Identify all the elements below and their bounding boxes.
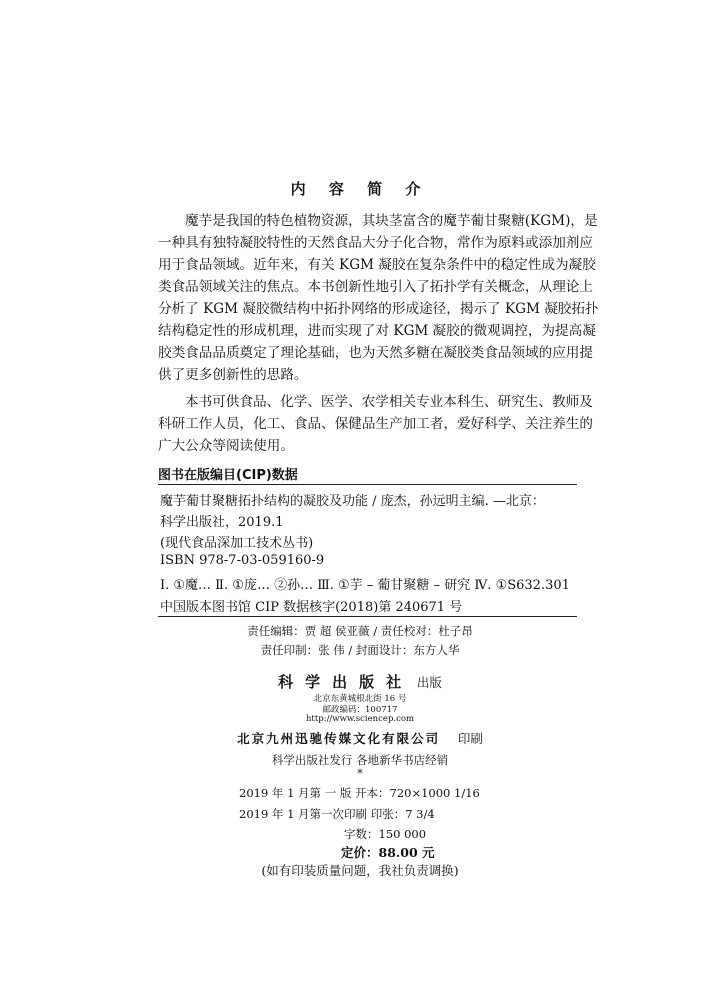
summary-line: 分析了 KGM 凝胶微结构中拓扑网络的形成途径，揭示了 KGM 凝胶拓扑	[158, 301, 599, 317]
cip-line: Ⅰ. ①魔… Ⅱ. ①庞… ②孙… Ⅲ. ①芋 – 葡甘聚糖 – 研究 Ⅳ. ①S632.301	[160, 578, 570, 593]
summary-line: 类食品领域关注的焦点。本书创新性地引入了拓扑学有关概念，从理论上	[158, 279, 593, 295]
page-title: 内 容 简 介	[290, 180, 430, 198]
edition-line: 2019 年 1 月第 一 版 开本：720×1000 1/16	[239, 786, 480, 800]
printer-logo: 北京九州迅驰传媒文化有限公司	[237, 731, 441, 746]
credits-editors: 责任编辑：贾 超 侯亚薇 / 责任校对：杜子昂	[247, 624, 473, 638]
publisher-address: 北京东黄城根北街 16 号	[313, 694, 407, 704]
publisher-postcode: 邮政编码：100717	[322, 705, 398, 715]
quality-note: (如有印装质量问题，我社负责调换)	[261, 863, 459, 878]
summary-line: 用于食品领域。近年来，有关 KGM 凝胶在复杂条件中的稳定性成为凝胶	[158, 257, 596, 273]
separator-star: *	[357, 766, 363, 780]
publisher-logo: 科学出版社	[278, 673, 414, 691]
cip-line: 科学出版社，2019.1	[160, 515, 284, 530]
cip-line: 中国版本图书馆 CIP 数据核字(2018)第 240671 号	[160, 600, 463, 615]
price: 定价：88.00 元	[341, 845, 435, 860]
publisher-line	[0, 671, 720, 692]
publisher-suffix: 出版	[416, 675, 442, 690]
summary-line: 广大公众等阅读使用。	[158, 438, 294, 454]
cip-line: 魔芋葡甘聚糖拓扑结构的凝胶及功能 / 庞杰，孙远明主编. —北京：	[160, 494, 545, 509]
cip-line: (现代食品深加工技术丛书)	[160, 536, 314, 551]
summary-line: 本书可供食品、化学、医学、农学相关专业本科生、研究生、教师及	[185, 394, 593, 410]
cip-bottom-rule	[158, 616, 577, 617]
cip-heading: 图书在版编目(CIP)数据	[158, 468, 298, 483]
summary-line: 胶类食品品质奠定了理论基础，也为天然多糖在凝胶类食品领域的应用提	[158, 345, 593, 361]
distribution-line: 科学出版社发行 各地新华书店经销	[271, 753, 449, 767]
summary-line: 一种具有独特凝胶特性的天然食品大分子化合物，常作为原料或添加剂应	[158, 235, 593, 251]
summary-line: 结构稳定性的形成机理，进而实现了对 KGM 凝胶的微观调控，为提高凝	[158, 323, 596, 339]
summary-line: 魔芋是我国的特色植物资源，其块茎富含的魔芋葡甘聚糖(KGM)，是	[185, 213, 598, 229]
printer-line	[0, 729, 720, 747]
summary-line: 科研工作人员，化工、食品、保健品生产加工者，爱好科学、关注养生的	[158, 416, 593, 432]
word-count: 字数：150 000	[344, 827, 427, 841]
summary-line: 供了更多创新性的思路。	[158, 367, 308, 383]
credits-production: 责任印制：张 伟 / 封面设计：东方人华	[260, 643, 460, 657]
cip-line: ISBN 978-7-03-059160-9	[160, 553, 325, 568]
cip-top-rule	[158, 484, 577, 485]
printer-suffix: 印刷	[457, 731, 483, 746]
publisher-website: http://www.sciencep.com	[305, 714, 415, 724]
printing-line: 2019 年 1 月第一次印刷 印张：7 3/4	[239, 807, 435, 821]
